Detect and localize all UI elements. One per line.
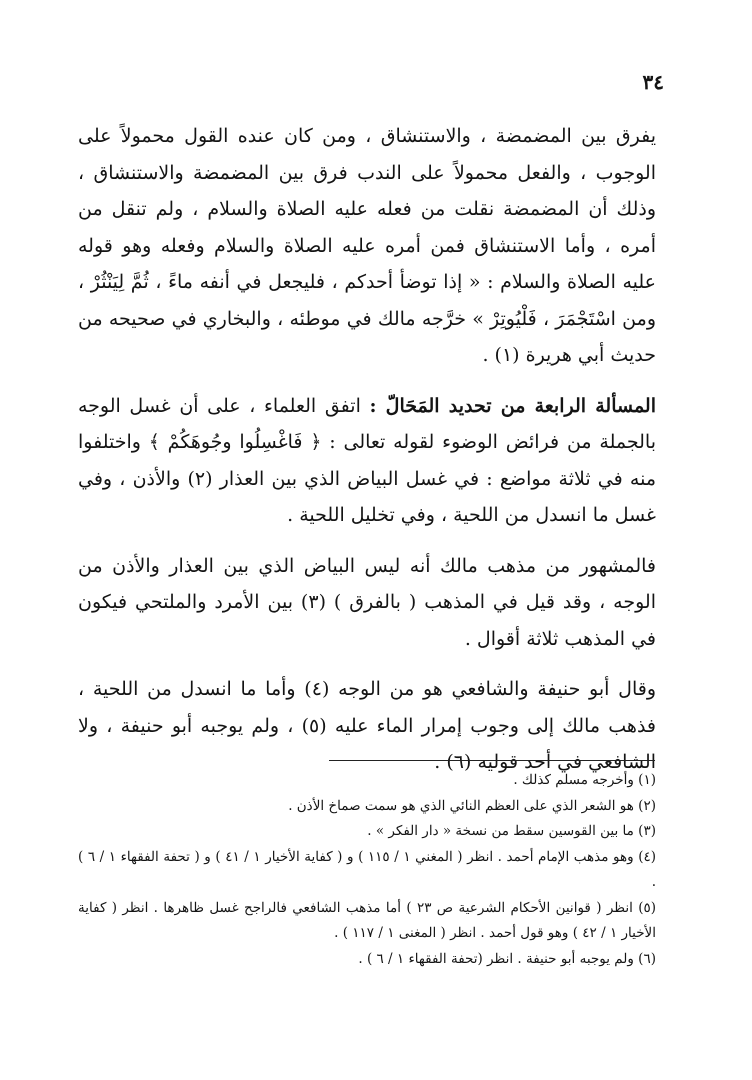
page-number: ٣٤ (642, 70, 664, 94)
footnote-4: (٤) وهو مذهب الإمام أحمد . انظر ( المغني ١ / ١١٥ ) و ( كفاية الأخيار ١ / ٤١ ) و ( تحفة الفقهاء ١ / ٦ ) . (78, 848, 657, 890)
footnote-1: (١) وأخرجه مسلم كذلك . (513, 772, 656, 788)
paragraph-2-text: اتفق العلماء ، على أن غسل الوجه بالجملة من فرائض الوضوء لقوله تعالى : ﴿ فَاغْسِلُوا وجُوهَكُمْ ﴾ واختلفوا منه في ثلاثة مواضع : في غسل البياض الذي بين العذار (٢) والأذن ، وفي غسل ما انسدل من اللحية ، وفي تخليل اللحية . (78, 394, 656, 526)
paragraph-2 (78, 388, 656, 534)
section-heading: المسألة الرابعة من تحديد المَحَالّ : (369, 394, 656, 417)
main-text (78, 118, 656, 781)
footnote-3: (٣) ما بين القوسين سقط من نسخة « دار الفكر » . (367, 823, 656, 839)
paragraph-3: فالمشهور من مذهب مالك أنه ليس البياض الذي بين العذار والأذن من الوجه ، وقد قيل في المذهب ( بالفرق ) (٣) بين الأمرد والملتحي فيكون في المذهب ثلاثة أقوال . (78, 554, 656, 650)
footnote-2: (٢) هو الشعر الذي على العظم النائي الذي هو سمت صماخ الأذن . (288, 797, 656, 814)
paragraph-1: يفرق بين المضمضة ، والاستنشاق ، ومن كان عنده القول محمولاً على الوجوب ، والفعل محمولاً على الندب فرق بين المضمضة والاستنشاق ، وذلك أن المضمضة نقلت من فعله عليه الصلاة والسلام ، ولم تنقل من أمره ، وأما الاستنشاق فمن أمره عليه الصلاة والسلام وفعله وهو قوله عليه الصلاة والسلام : « إذا توضأ أحدكم ، فليجعل في أنفه ماءً ، ثُمَّ لِيَنْثُرْ ، ومن اسْتَجْمَرَ ، فَلْيُوتِرْ » خرَّجه مالك في موطئه ، والبخاري في صحيحه من حديث أبي هريرة (١) . (78, 125, 656, 366)
footnote-separator (329, 760, 655, 761)
footnote-5: (٥) انظر ( قوانين الأحكام الشرعية ص ٢٣ ) أما مذهب الشافعي فالراجح غسل ظاهرها . انظر ( كفاية الأخيار ١ / ٤٢ ) وهو قول أحمد . انظر ( المغنى ١ / ١١٧ ) . (78, 899, 657, 941)
paragraph-4: وقال أبو حنيفة والشافعي هو من الوجه (٤) وأما ما انسدل من اللحية ، فذهب مالك إلى وجوب إمرار الماء عليه (٥) ، ولم يوجبه أبو حنيفة ، ولا الشافعي في أحد قوليه (٦) . (78, 678, 656, 773)
footnote-6: (٦) ولم يوجبه أبو حنيفة . انظر (تحفة الفقهاء ١ / ٦ ) . (358, 950, 656, 967)
footnotes (78, 768, 656, 972)
